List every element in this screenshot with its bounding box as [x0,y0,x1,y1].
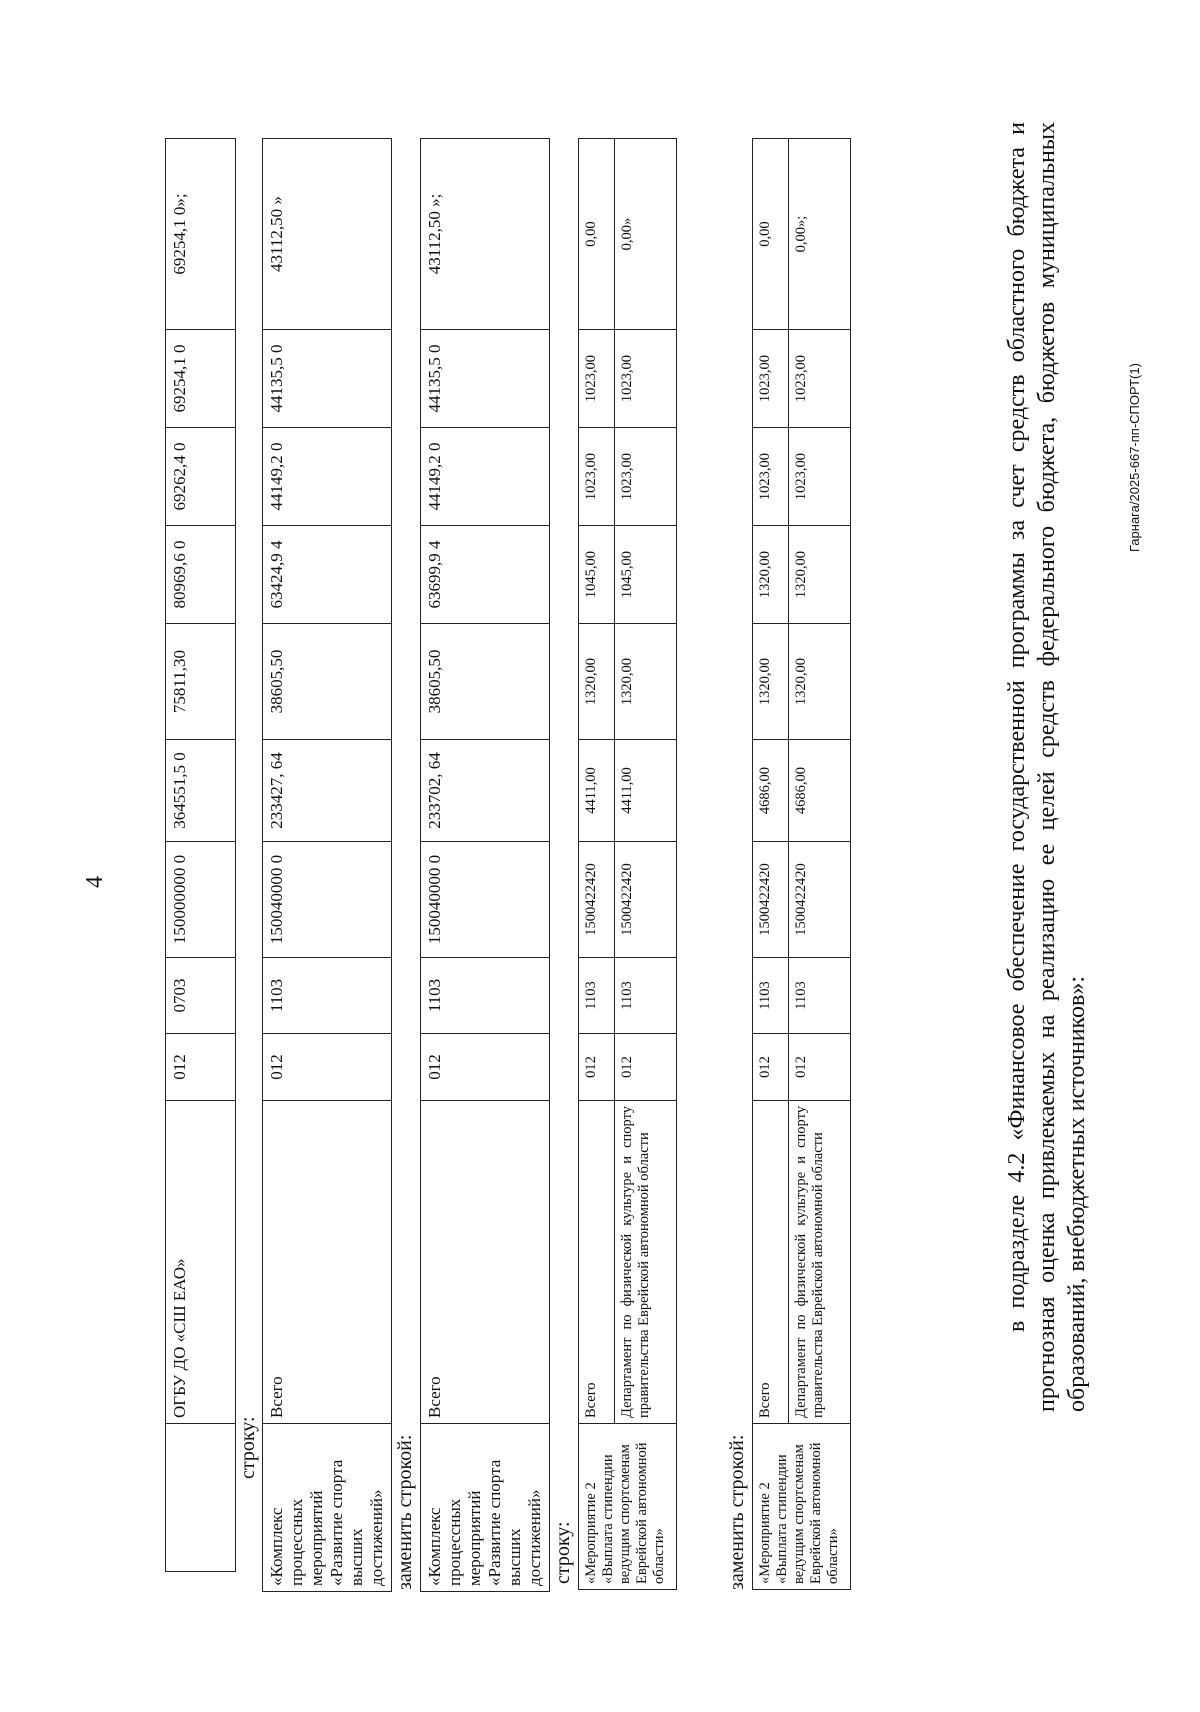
cell: 012 [421,1034,550,1101]
page-number: 4 [82,876,108,888]
cell: 1023,00 [753,428,789,526]
cell: 012 [166,1034,236,1101]
cell: 012 [615,1034,677,1101]
table-row [421,139,550,1592]
cell: 1023,00 [579,330,615,428]
cell: 69262,4 0 [166,428,236,526]
cell: 0,00 [753,139,789,330]
cell: 44135,5 0 [421,330,550,428]
cell: 38605,50 [421,624,550,740]
table-kompleks-row [262,138,392,1592]
caption-stroku: строку: [552,1521,574,1584]
cell: 1500422420 [615,842,677,958]
cell: 1023,00 [615,428,677,526]
cell-executor: Всего [421,1101,550,1424]
cell: 233427, 64 [263,740,392,842]
cell: 43112,50 »; [421,139,550,330]
cell-executor: Всего [579,1101,615,1424]
cell: 4686,00 [753,740,789,842]
cell: 1103 [789,958,851,1034]
cell-executor: Всего [263,1101,392,1424]
table-kompleks-replacement-row [420,138,550,1592]
cell: 012 [753,1034,789,1101]
cell: 233702, 64 [421,740,550,842]
table-row [789,139,851,1590]
cell: 80969,6 0 [166,526,236,624]
cell: 1045,00 [579,526,615,624]
cell: 012 [579,1034,615,1101]
table-meropriyatie-row [578,138,677,1590]
cell: 1320,00 [789,624,851,740]
table-row [263,139,392,1592]
cell: 1500422420 [753,842,789,958]
cell: 150000000 0 [166,842,236,958]
cell: 150040000 0 [421,842,550,958]
cell: 1500422420 [579,842,615,958]
cell-executor: Департамент по физической культуре и спорту правительства Еврейской автономной области [789,1101,851,1424]
cell: 4411,00 [615,740,677,842]
cell: 1500422420 [789,842,851,958]
cell: 0703 [166,958,236,1034]
cell: 1103 [753,958,789,1034]
cell: 44149,2 0 [421,428,550,526]
body-paragraph [1002,122,1092,1412]
cell: 1023,00 [789,428,851,526]
cell: 150040000 0 [263,842,392,958]
cell: 0,00»; [789,139,851,330]
cell: 0,00» [615,139,677,330]
cell-executor: ОГБУ ДО «СШ ЕАО» [166,1101,236,1424]
table-row [166,139,236,1572]
cell: 1023,00 [579,428,615,526]
caption-zamenit: заменить строкой: [394,1434,416,1590]
cell: 69254,1 0 [166,330,236,428]
cell: 1045,00 [615,526,677,624]
caption-stroku: строку: [237,1416,259,1479]
cell: 1320,00 [615,624,677,740]
cell: 63699,9 4 [421,526,550,624]
cell: 1320,00 [753,526,789,624]
cell: 1023,00 [753,330,789,428]
cell: 4686,00 [789,740,851,842]
table-row [579,139,615,1590]
table-meropriyatie-replacement-row [752,138,851,1590]
cell: 38605,50 [263,624,392,740]
cell: 012 [263,1034,392,1101]
cell: 69254,1 0»; [166,139,236,330]
table-ogbu-row [165,138,236,1572]
table-row [615,139,677,1590]
cell-name: «Мероприятие 2 «Выплата стипендии ведущим спортсменам Еврейской автономной области» [753,1424,851,1590]
cell: 1103 [579,958,615,1034]
paragraph-text: в подразделе 4.2 «Финансовое обеспечение государственной программы за счет средств областного бюджета и прогнозная оценка привлекаемых на реализацию ее целей средств федерального бюджета, бюджетов муниципальных образований, внебюджетных источников»: [1004,122,1090,1412]
cell: 63424,9 4 [263,526,392,624]
cell: 1103 [615,958,677,1034]
table-row [753,139,789,1590]
cell-name [166,1424,236,1572]
cell: 44149,2 0 [263,428,392,526]
cell: 1103 [263,958,392,1034]
cell: 0,00 [579,139,615,330]
cell-executor: Департамент по физической культуре и спорту правительства Еврейской автономной области [615,1101,677,1424]
cell: 4411,00 [579,740,615,842]
caption-zamenit: заменить строкой: [726,1434,748,1590]
cell: 1320,00 [753,624,789,740]
cell-name: «Мероприятие 2 «Выплата стипендии ведущим спортсменам Еврейской автономной области» [579,1424,677,1590]
cell: 364551,5 0 [166,740,236,842]
cell-name: «Комплекс процессных мероприятий «Развитие спорта высших достижений» [421,1424,550,1592]
cell: 1320,00 [789,526,851,624]
cell-executor: Всего [753,1101,789,1424]
document-id-footer: Гарнага/2025-667-пп-СПОРТ(1) [1127,363,1142,552]
cell: 75811,30 [166,624,236,740]
cell: 1320,00 [579,624,615,740]
cell: 012 [789,1034,851,1101]
cell: 1023,00 [789,330,851,428]
cell: 43112,50 » [263,139,392,330]
cell: 1023,00 [615,330,677,428]
cell-name: «Комплекс процессных мероприятий «Развитие спорта высших достижений» [263,1424,392,1592]
cell: 1103 [421,958,550,1034]
cell: 44135,5 0 [263,330,392,428]
